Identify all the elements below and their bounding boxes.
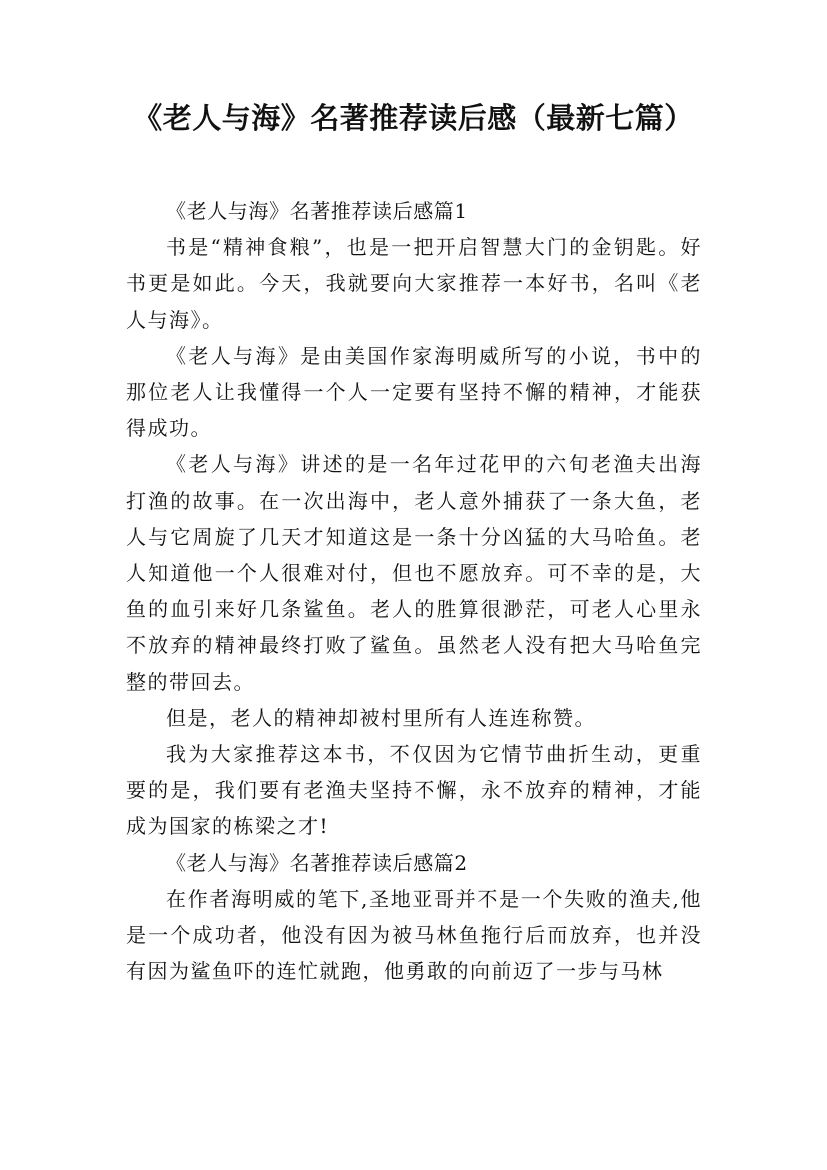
paragraph: 书是“精神食粮”，也是一把开启智慧大门的金钥匙。好书更是如此。今天，我就要向大家推荐一本好书，名叫《老人与海》。 xyxy=(126,235,702,332)
document-body xyxy=(126,193,702,989)
paragraph: 《老人与海》是由美国作家海明威所写的小说，书中的那位老人让我懂得一个人一定要有坚持不懈的精神，才能获得成功。 xyxy=(126,343,702,441)
paragraph: 我为大家推荐这本书，不仅因为它情节曲折生动，更重要的是，我们要有老渔夫坚持不懈，永不放弃的精神，才能成为国家的栋梁之才! xyxy=(126,742,702,839)
paragraph: 在作者海明威的笔下,圣地亚哥并不是一个失败的渔夫,他是一个成功者，他没有因为被马林鱼拖行后而放弃，也并没有因为鲨鱼吓的连忙就跑，他勇敢的向前迈了一步与马林 xyxy=(126,886,702,984)
paragraph: 但是，老人的精神却被村里所有人连连称赞。 xyxy=(166,705,596,730)
section-heading-2: 《老人与海》名著推荐读后感篇2 xyxy=(166,850,468,875)
document-title: 《老人与海》名著推荐读后感（最新七篇） xyxy=(133,101,694,135)
section-heading-1: 《老人与海》名著推荐读后感篇1 xyxy=(166,199,468,223)
paragraph: 《老人与海》讲述的是一名年过花甲的六旬老渔夫出海打渔的故事。在一次出海中，老人意外捕获了一条大鱼，老人与它周旋了几天才知道这是一条十分凶猛的大马哈鱼。老人知道他一个人很难对付，但也不愿放弃。可不幸的是，大鱼的血引来好几条鲨鱼。老人的胜算很渺茫，可老人心里永不放弃的精神最终打败了鲨鱼。虽然老人没有把大马哈鱼完整的带回去。 xyxy=(126,452,702,694)
